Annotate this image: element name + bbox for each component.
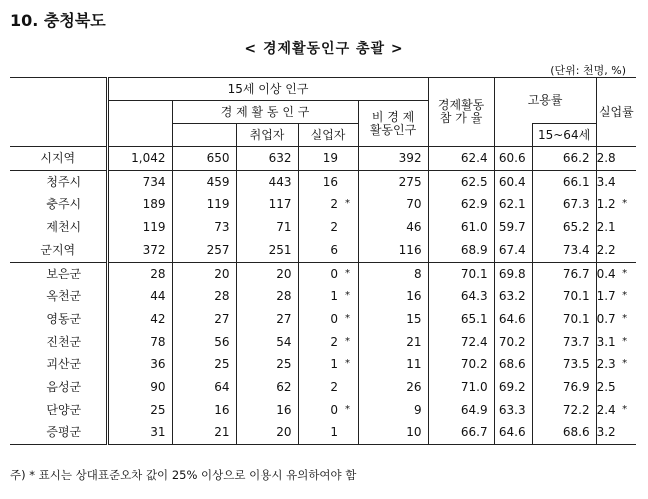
cell-active: 56 <box>172 331 236 354</box>
cell-active: 16 <box>172 399 236 422</box>
cell-participation: 62.9 <box>428 193 494 216</box>
cell-unemployed: 2 <box>330 220 338 235</box>
cell-pop: 90 <box>107 376 172 399</box>
cell-participation: 64.3 <box>428 285 494 308</box>
cell-employment-15-64: 76.7 <box>532 262 596 285</box>
region-name: 단양군 <box>10 399 107 422</box>
cell-employment-rate: 63.3 <box>494 399 532 422</box>
cell-unemployed-star <box>344 376 358 399</box>
cell-participation: 66.7 <box>428 421 494 444</box>
table-row <box>10 285 636 308</box>
cell-employment-15-64: 65.2 <box>532 216 596 239</box>
table-row <box>10 170 636 193</box>
cell-pop: 734 <box>107 170 172 193</box>
header-unemployed: 실업자 <box>298 124 358 147</box>
cell-unemployed-star: * <box>344 331 358 354</box>
cell-unemployed-star <box>344 147 358 171</box>
cell-unemployed: 1 <box>330 357 338 372</box>
header-pop-blank <box>107 101 172 147</box>
cell-participation: 70.2 <box>428 353 494 376</box>
cell-unemployed: 0 <box>330 402 338 417</box>
cell-active: 21 <box>172 421 236 444</box>
table-row <box>10 147 636 171</box>
labor-force-table <box>10 77 636 445</box>
cell-unemployment-rate: 3.4 <box>596 174 616 189</box>
cell-unemployment-rate: 3.1 <box>596 334 616 349</box>
cell-pop: 119 <box>107 216 172 239</box>
cell-active: 73 <box>172 216 236 239</box>
cell-employed: 632 <box>236 147 298 171</box>
cell-employed: 20 <box>236 262 298 285</box>
cell-active: 64 <box>172 376 236 399</box>
cell-inactive: 21 <box>358 331 428 354</box>
cell-employment-rate: 69.8 <box>494 262 532 285</box>
cell-pop: 44 <box>107 285 172 308</box>
cell-unemployment-rate-star: * <box>622 403 628 415</box>
page-heading: 10. 충청북도 <box>10 11 106 30</box>
table-row <box>10 331 636 354</box>
cell-inactive: 15 <box>358 308 428 331</box>
cell-employed: 54 <box>236 331 298 354</box>
cell-unemployed: 0 <box>330 311 338 326</box>
region-name: 보은군 <box>10 262 107 285</box>
cell-active: 119 <box>172 193 236 216</box>
cell-employment-15-64: 76.9 <box>532 376 596 399</box>
header-active: 경 제 활 동 인 구 <box>172 101 358 124</box>
cell-inactive: 8 <box>358 262 428 285</box>
header-age-15-64: 15~64세 <box>532 124 596 147</box>
cell-employment-15-64: 68.6 <box>532 421 596 444</box>
cell-unemployment-rate: 0.7 <box>596 311 616 326</box>
cell-employed: 20 <box>236 421 298 444</box>
cell-unemployment-rate-star: * <box>622 198 628 210</box>
cell-employment-rate: 67.4 <box>494 239 532 262</box>
cell-unemployment-rate-star: * <box>622 335 628 347</box>
cell-unemployment-rate-star: * <box>622 358 628 370</box>
cell-pop: 25 <box>107 399 172 422</box>
cell-active: 25 <box>172 353 236 376</box>
table-row <box>10 376 636 399</box>
cell-unemployed-star <box>344 421 358 444</box>
cell-unemployment-rate: 1.7 <box>596 289 616 304</box>
cell-unemployed: 2 <box>330 334 338 349</box>
unit-label: (단위: 천명, %) <box>550 64 626 77</box>
region-name: 옥천군 <box>10 285 107 308</box>
header-active-blank <box>172 124 236 147</box>
table-subtitle: < 경제활동인구 총괄 > <box>244 41 404 57</box>
region-name: 시지역 <box>10 147 107 171</box>
header-region-blank <box>10 78 107 147</box>
region-name: 군지역 <box>10 239 107 262</box>
table-row <box>10 193 636 216</box>
cell-unemployed: 1 <box>330 289 338 304</box>
cell-employment-15-64: 70.1 <box>532 308 596 331</box>
cell-unemployed-star: * <box>344 353 358 376</box>
cell-unemployment-rate: 2.3 <box>596 357 616 372</box>
cell-pop: 28 <box>107 262 172 285</box>
cell-employed: 62 <box>236 376 298 399</box>
cell-unemployed: 1 <box>298 421 344 444</box>
cell-employment-15-64: 70.1 <box>532 285 596 308</box>
footnote: 주) * 표시는 상대표준오차 값이 25% 이상으로 이용시 유의하여야 함 <box>10 468 357 482</box>
cell-unemployment-rate: 2.8 <box>596 147 621 171</box>
cell-inactive: 26 <box>358 376 428 399</box>
cell-unemployment-rate: 2.4 <box>596 402 616 417</box>
cell-participation: 65.1 <box>428 308 494 331</box>
header-employed: 취업자 <box>236 124 298 147</box>
region-name: 괴산군 <box>10 353 107 376</box>
cell-pop: 1,042 <box>107 147 172 171</box>
cell-employment-15-64: 73.5 <box>532 353 596 376</box>
cell-unemployment-rate: 0.4 <box>596 266 616 281</box>
cell-employment-rate: 63.2 <box>494 285 532 308</box>
cell-active: 459 <box>172 170 236 193</box>
cell-participation: 61.0 <box>428 216 494 239</box>
cell-unemployment-rate-star: * <box>622 312 628 324</box>
cell-employment-rate: 69.2 <box>494 376 532 399</box>
table-row <box>10 262 636 285</box>
header-emp-blank <box>494 124 532 147</box>
cell-active: 257 <box>172 239 236 262</box>
cell-employment-15-64: 73.4 <box>532 239 596 262</box>
cell-active: 650 <box>172 147 236 171</box>
cell-pop: 31 <box>107 421 172 444</box>
cell-employment-15-64: 72.2 <box>532 399 596 422</box>
cell-inactive: 116 <box>358 239 428 262</box>
cell-unemployment-rate: 1.2 <box>596 197 616 212</box>
cell-employment-rate: 60.6 <box>494 147 532 171</box>
cell-employed: 28 <box>236 285 298 308</box>
cell-employment-rate: 70.2 <box>494 331 532 354</box>
cell-inactive: 10 <box>358 421 428 444</box>
cell-inactive: 275 <box>358 170 428 193</box>
cell-unemployment-rate: 2.1 <box>596 220 616 235</box>
cell-employed: 443 <box>236 170 298 193</box>
cell-pop: 78 <box>107 331 172 354</box>
cell-unemployed: 0 <box>330 266 338 281</box>
cell-unemployment-rate-star <box>621 147 636 171</box>
table-row <box>10 216 636 239</box>
cell-participation: 71.0 <box>428 376 494 399</box>
header-inactive: 비 경 제 활동인구 <box>358 101 428 147</box>
cell-unemployed-star <box>344 170 358 193</box>
cell-employed: 117 <box>236 193 298 216</box>
cell-unemployed-star: * <box>344 399 358 422</box>
cell-employment-rate: 62.1 <box>494 193 532 216</box>
table-row <box>10 421 636 444</box>
cell-inactive: 16 <box>358 285 428 308</box>
cell-participation: 72.4 <box>428 331 494 354</box>
cell-active: 20 <box>172 262 236 285</box>
cell-unemployment-rate-star <box>621 216 636 239</box>
cell-unemployment-rate: 2.2 <box>596 239 621 262</box>
cell-employed: 25 <box>236 353 298 376</box>
cell-unemployed-star: * <box>344 285 358 308</box>
cell-employment-rate: 64.6 <box>494 308 532 331</box>
cell-participation: 62.5 <box>428 170 494 193</box>
cell-employed: 27 <box>236 308 298 331</box>
cell-unemployed-star <box>344 216 358 239</box>
header-participation: 경제활동 참 가 율 <box>428 78 494 147</box>
cell-inactive: 392 <box>358 147 428 171</box>
cell-employment-rate: 64.6 <box>494 421 532 444</box>
table-row <box>10 353 636 376</box>
cell-pop: 189 <box>107 193 172 216</box>
cell-unemployment-rate: 2.5 <box>596 380 616 395</box>
cell-employed: 16 <box>236 399 298 422</box>
cell-unemployed-star <box>344 239 358 262</box>
cell-pop: 36 <box>107 353 172 376</box>
region-name: 진천군 <box>10 331 107 354</box>
cell-active: 28 <box>172 285 236 308</box>
cell-unemployed: 19 <box>298 147 344 171</box>
cell-employment-rate: 60.4 <box>494 170 532 193</box>
cell-unemployed-star: * <box>344 308 358 331</box>
header-unemployment-rate: 실업률 <box>596 78 636 147</box>
cell-unemployed: 6 <box>298 239 344 262</box>
cell-unemployment-rate-star <box>621 421 636 444</box>
cell-participation: 62.4 <box>428 147 494 171</box>
cell-employment-15-64: 67.3 <box>532 193 596 216</box>
cell-unemployed-star: * <box>344 193 358 216</box>
cell-employment-15-64: 73.7 <box>532 331 596 354</box>
cell-unemployment-rate-star: * <box>622 290 628 302</box>
cell-unemployed-star: * <box>344 262 358 285</box>
cell-unemployment-rate-star <box>621 376 636 399</box>
cell-unemployment-rate-star <box>621 170 636 193</box>
cell-inactive: 46 <box>358 216 428 239</box>
region-name: 음성군 <box>10 376 107 399</box>
table-row <box>10 239 636 262</box>
cell-unemployment-rate-star: * <box>622 267 628 279</box>
header-pop15: 15세 이상 인구 <box>107 78 428 101</box>
cell-participation: 68.9 <box>428 239 494 262</box>
cell-pop: 42 <box>107 308 172 331</box>
cell-employment-15-64: 66.2 <box>532 147 596 171</box>
cell-inactive: 9 <box>358 399 428 422</box>
cell-unemployment-rate-star <box>621 239 636 262</box>
cell-unemployed: 2 <box>330 380 338 395</box>
cell-active: 27 <box>172 308 236 331</box>
region-name: 제천시 <box>10 216 107 239</box>
cell-employment-15-64: 66.1 <box>532 170 596 193</box>
region-name: 충주시 <box>10 193 107 216</box>
cell-employment-rate: 68.6 <box>494 353 532 376</box>
cell-participation: 64.9 <box>428 399 494 422</box>
cell-employed: 71 <box>236 216 298 239</box>
cell-employed: 251 <box>236 239 298 262</box>
cell-pop: 372 <box>107 239 172 262</box>
table-row <box>10 399 636 422</box>
cell-inactive: 11 <box>358 353 428 376</box>
region-name: 청주시 <box>10 170 107 193</box>
cell-participation: 70.1 <box>428 262 494 285</box>
region-name: 증평군 <box>10 421 107 444</box>
header-employment-rate: 고용률 <box>494 78 596 124</box>
region-name: 영동군 <box>10 308 107 331</box>
table-body <box>10 147 636 445</box>
cell-unemployment-rate: 3.2 <box>596 421 621 444</box>
cell-inactive: 70 <box>358 193 428 216</box>
cell-employment-rate: 59.7 <box>494 216 532 239</box>
table-row <box>10 308 636 331</box>
cell-unemployed: 2 <box>330 197 338 212</box>
cell-unemployed: 16 <box>322 174 338 189</box>
